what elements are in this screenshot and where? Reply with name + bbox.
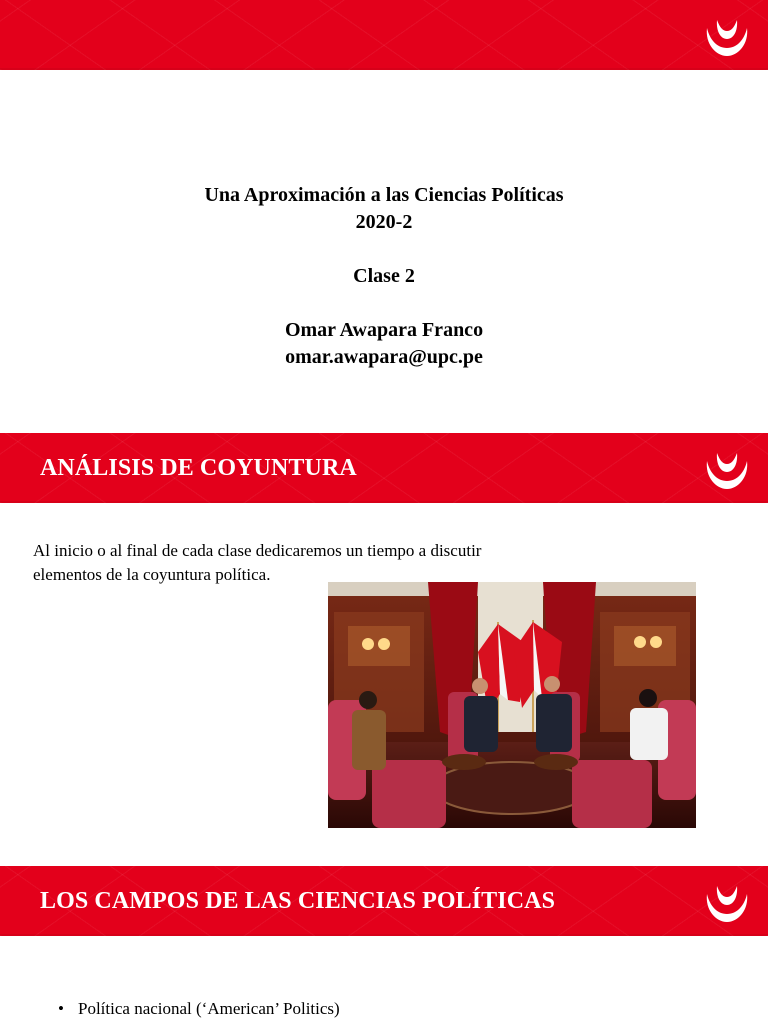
slide3-heading: LOS CAMPOS DE LAS CIENCIAS POLÍTICAS <box>40 888 556 914</box>
list-item: • Política nacional (‘American’ Politics) <box>78 997 340 1021</box>
class-label: Clase 2 <box>353 265 415 287</box>
author-name: Omar Awapara Franco <box>284 319 484 341</box>
meeting-photo-illustration <box>328 582 696 828</box>
slide2-body-line: Al inicio o al final de cada clase dedicaremos un tiempo a discutir <box>33 541 482 560</box>
slide1-title-block <box>0 182 768 371</box>
author-email: omar.awapara@upc.pe <box>285 346 483 368</box>
slide2-heading: ANÁLISIS DE COYUNTURA <box>40 455 357 481</box>
slide2-body-line: elementos de la coyuntura política. <box>33 565 271 584</box>
upc-logo-icon <box>700 447 754 493</box>
meeting-photo <box>328 582 696 828</box>
course-title: Una Aproximación a las Ciencias Políticas <box>204 184 564 206</box>
slide3-header-banner <box>0 866 768 936</box>
slide1-header-banner <box>0 0 768 70</box>
upc-logo-icon <box>700 14 754 60</box>
upc-logo-icon <box>700 880 754 926</box>
course-term: 2020-2 <box>355 211 413 233</box>
slide2-body <box>33 539 573 587</box>
slide2-header-banner <box>0 433 768 503</box>
slide3-bullet-list <box>78 997 340 1021</box>
